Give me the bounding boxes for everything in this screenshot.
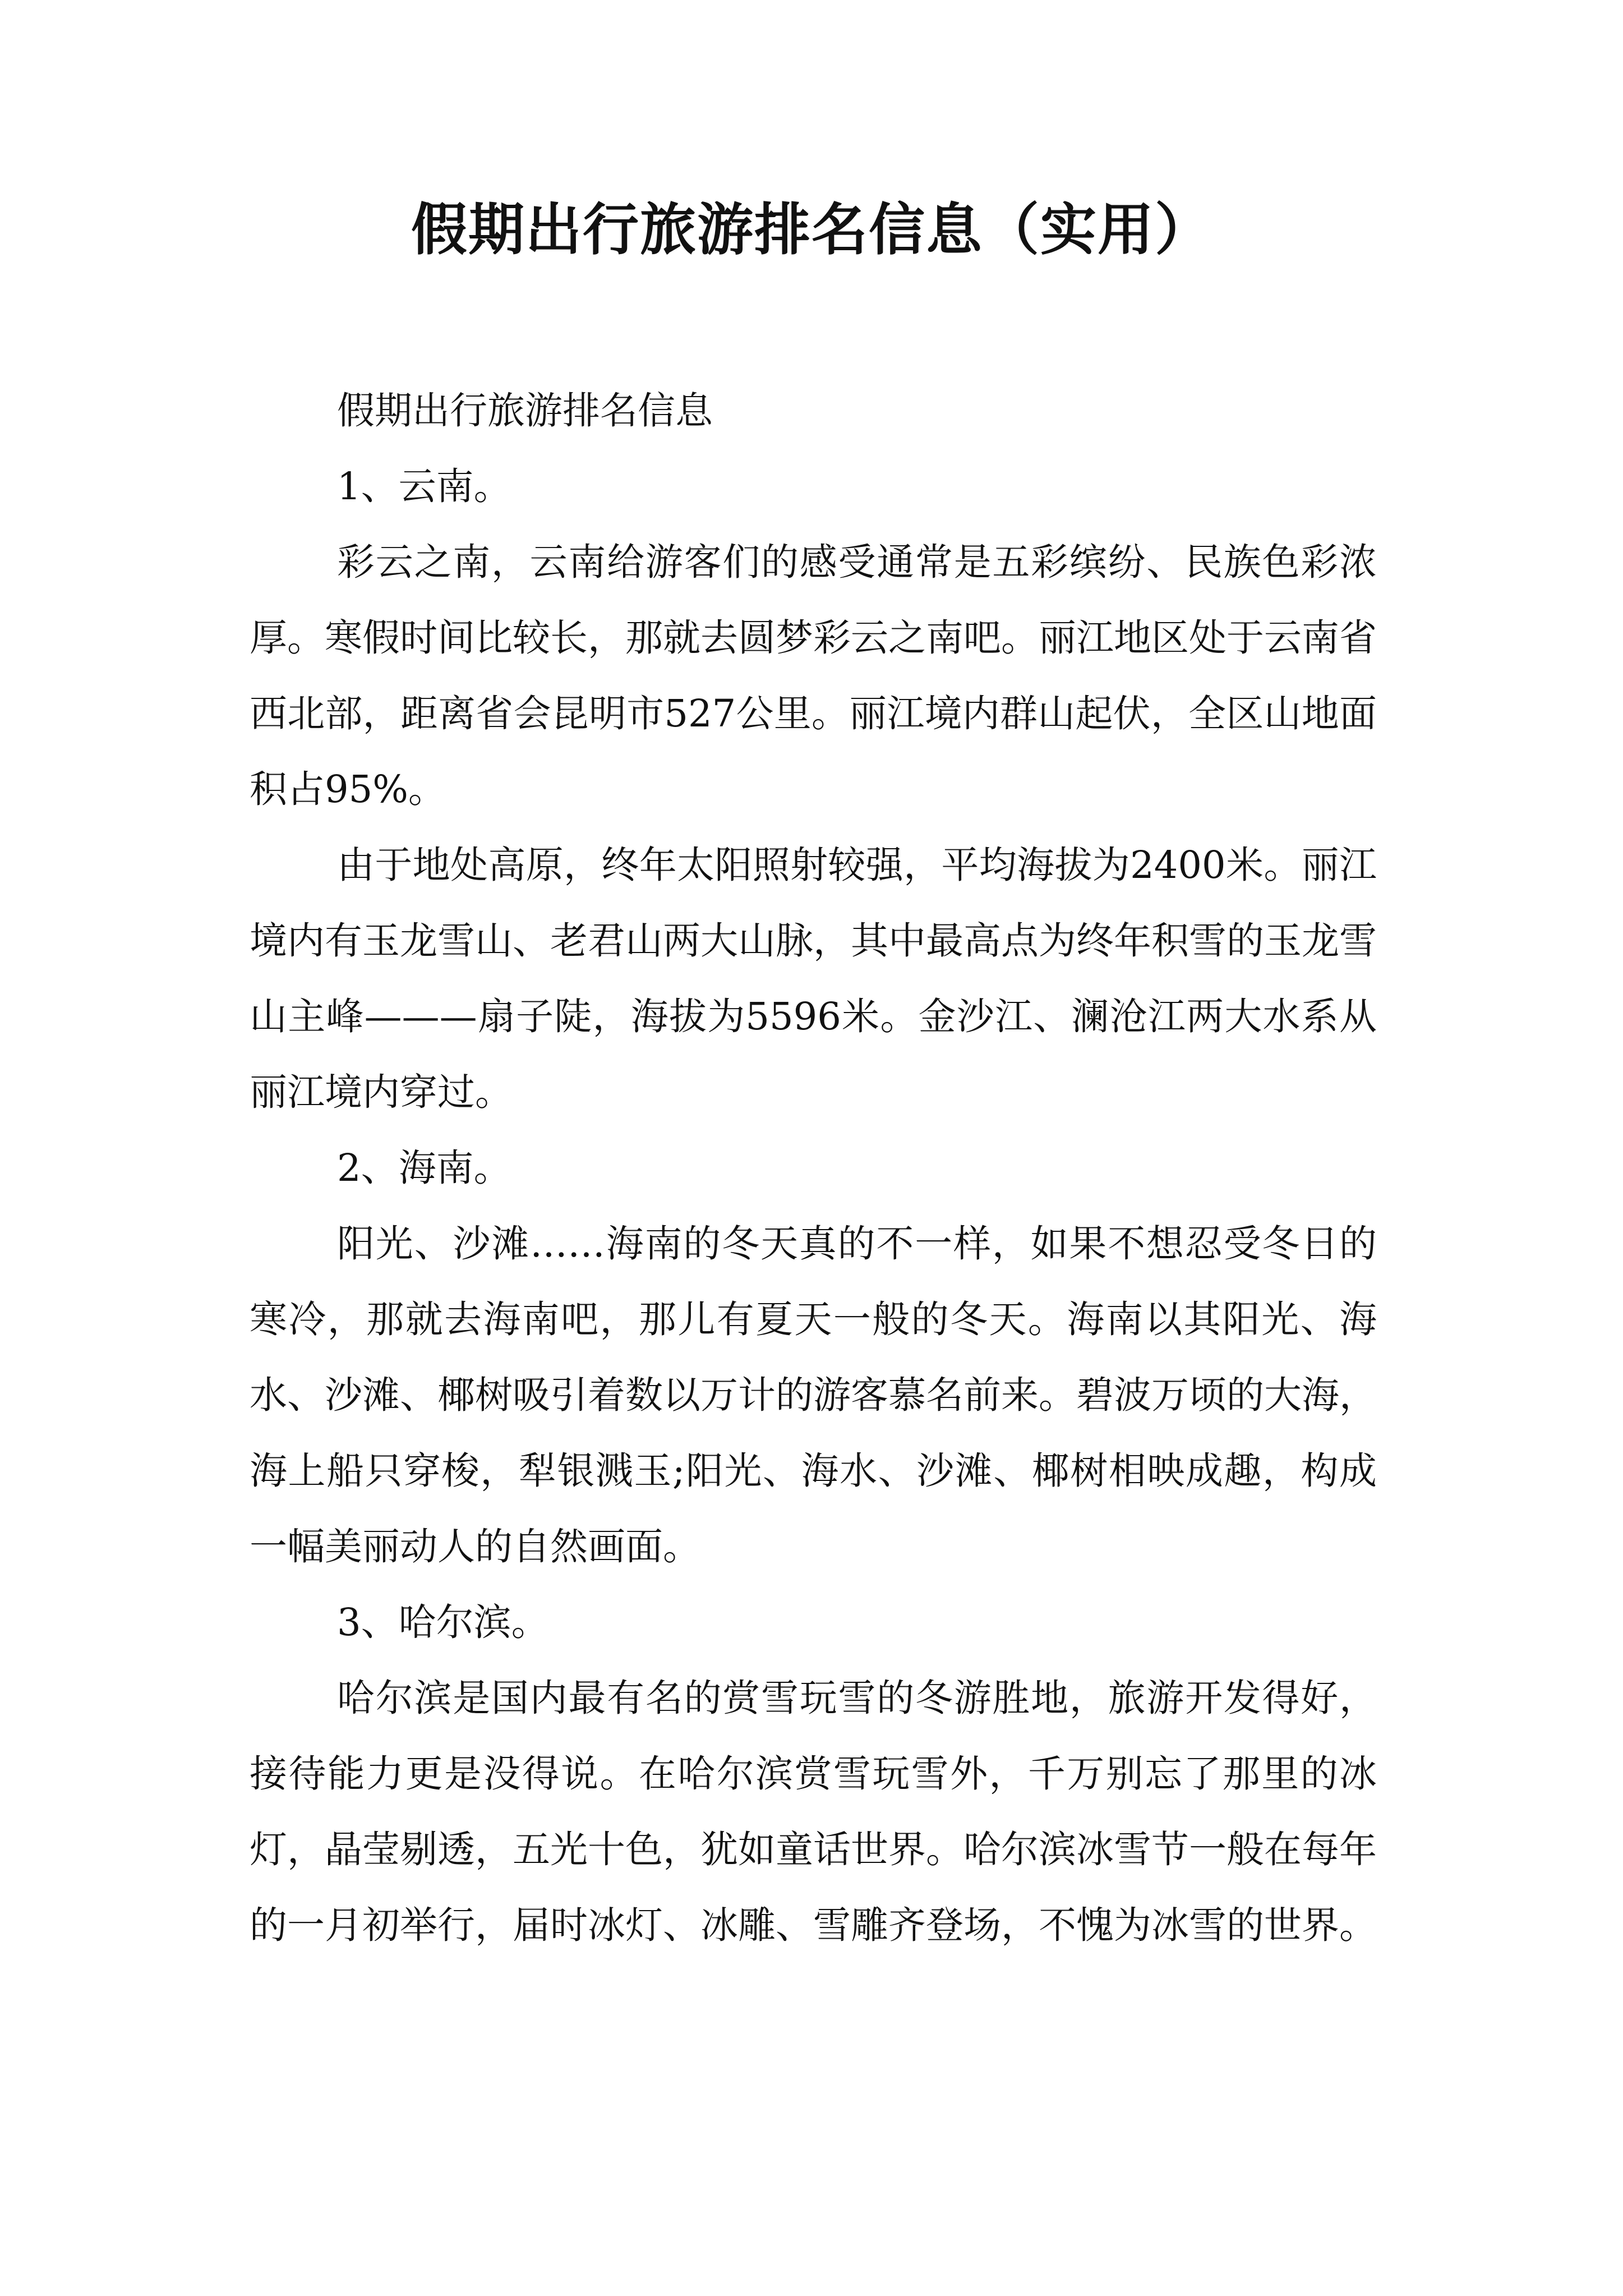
document-title: 假期出行旅游排名信息（实用） (411, 197, 1212, 263)
paragraph-heading-yunnan: 1、云南。 (337, 464, 511, 508)
paragraph-yunnan-geography: 由于地处高原，终年太阳照射较强，平均海拔为2400米。丽江境内有玉龙雪山、老君山两大山脉，其中最高点为终年积雪的玉龙雪山主峰———扇子陡，海拔为5596米。金沙江、澜沧江两大水系从丽江境内穿过。 (250, 843, 1377, 1114)
paragraph-heading-harbin: 3、哈尔滨。 (337, 1600, 549, 1644)
paragraph-hainan: 阳光、沙滩……海南的冬天真的不一样，如果不想忍受冬日的寒冷，那就去海南吧，那儿有夏天一般的冬天。海南以其阳光、海水、沙滩、椰树吸引着数以万计的游客慕名前来。碧波万顷的大海，海上船只穿梭，犁银溅玉;阳光、海水、沙滩、椰树相映成趣，构成一幅美丽动人的自然画面。 (250, 1222, 1377, 1568)
paragraph-subtitle: 假期出行旅游排名信息 (337, 389, 713, 432)
document-body (250, 373, 1377, 1963)
paragraph-harbin: 哈尔滨是国内最有名的赏雪玩雪的冬游胜地，旅游开发得好，接待能力更是没得说。在哈尔滨赏雪玩雪外，千万别忘了那里的冰灯，晶莹剔透，五光十色，犹如童话世界。哈尔滨冰雪节一般在每年的一月初举行，届时冰灯、冰雕、雪雕齐登场，不愧为冰雪的世界。 (250, 1676, 1377, 1947)
paragraph-heading-hainan: 2、海南。 (337, 1146, 511, 1190)
paragraph-yunnan-intro: 彩云之南，云南给游客们的感受通常是五彩缤纷、民族色彩浓厚。寒假时间比较长，那就去圆梦彩云之南吧。丽江地区处于云南省西北部，距离省会昆明市527公里。丽江境内群山起伏，全区山地面积占95%。 (250, 540, 1377, 811)
